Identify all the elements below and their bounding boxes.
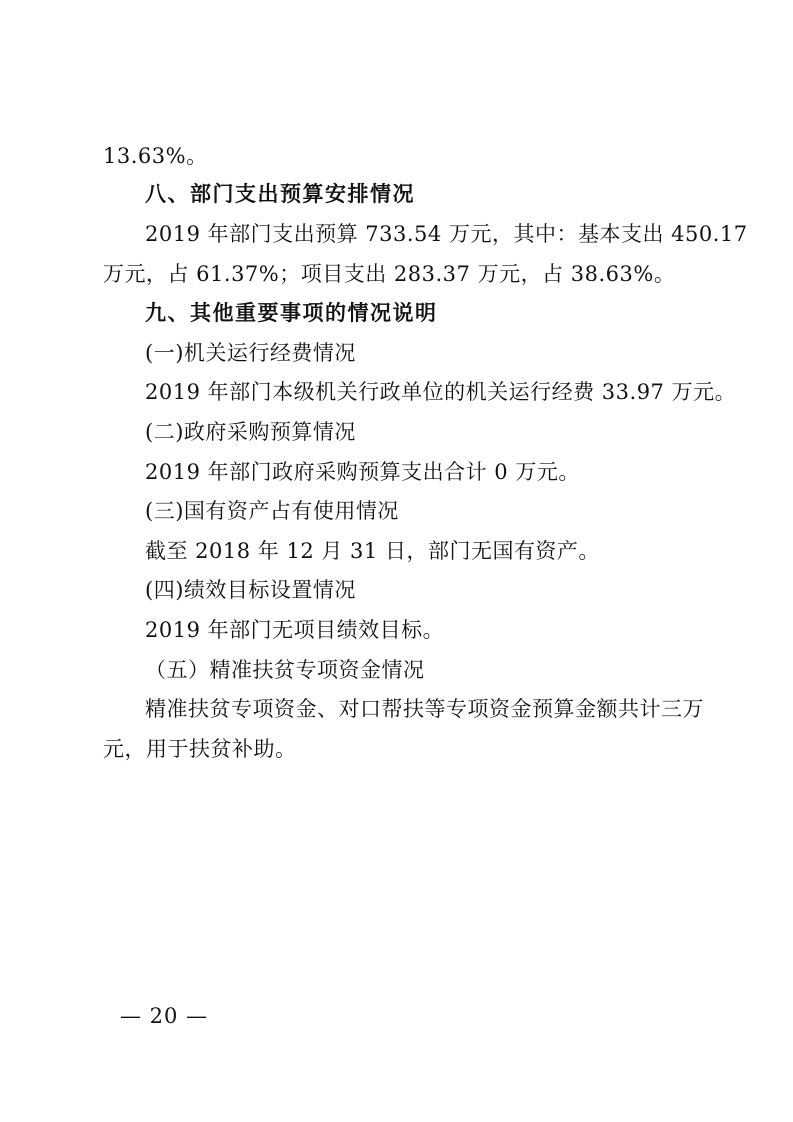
subsection-heading-1: (一)机关运行经费情况 bbox=[145, 341, 356, 365]
paragraph-text: 2019 年部门本级机关行政单位的机关运行经费 33.97 万元。 bbox=[145, 380, 737, 404]
paragraph-text: 2019 年部门无项目绩效目标。 bbox=[145, 618, 445, 642]
paragraph-text: 2019 年部门支出预算 733.54 万元，其中：基本支出 450.17 bbox=[145, 222, 748, 246]
paragraph-text: 截至 2018 年 12 月 31 日，部门无国有资产。 bbox=[145, 539, 600, 563]
page-number: — 20 — bbox=[120, 1004, 209, 1028]
section-heading-9: 九、其他重要事项的情况说明 bbox=[145, 301, 438, 325]
subsection-heading-5: （五）精准扶贫专项资金情况 bbox=[145, 658, 425, 682]
paragraph-text: 元，用于扶贫补助。 bbox=[103, 737, 297, 761]
subsection-heading-4: (四)绩效目标设置情况 bbox=[145, 578, 356, 602]
section-heading-8: 八、部门支出预算安排情况 bbox=[145, 182, 415, 206]
paragraph-text: 2019 年部门政府采购预算支出合计 0 万元。 bbox=[145, 460, 580, 484]
paragraph-text: 精准扶贫专项资金、对口帮扶等专项资金预算金额共计三万 bbox=[145, 697, 704, 721]
paragraph-continuation: 13.63%。 bbox=[103, 144, 208, 168]
paragraph-text: 万元，占 61.37%；项目支出 283.37 万元，占 38.63%。 bbox=[103, 262, 676, 286]
subsection-heading-3: (三)国有资产占有使用情况 bbox=[145, 499, 399, 523]
subsection-heading-2: (二)政府采购预算情况 bbox=[145, 420, 356, 444]
